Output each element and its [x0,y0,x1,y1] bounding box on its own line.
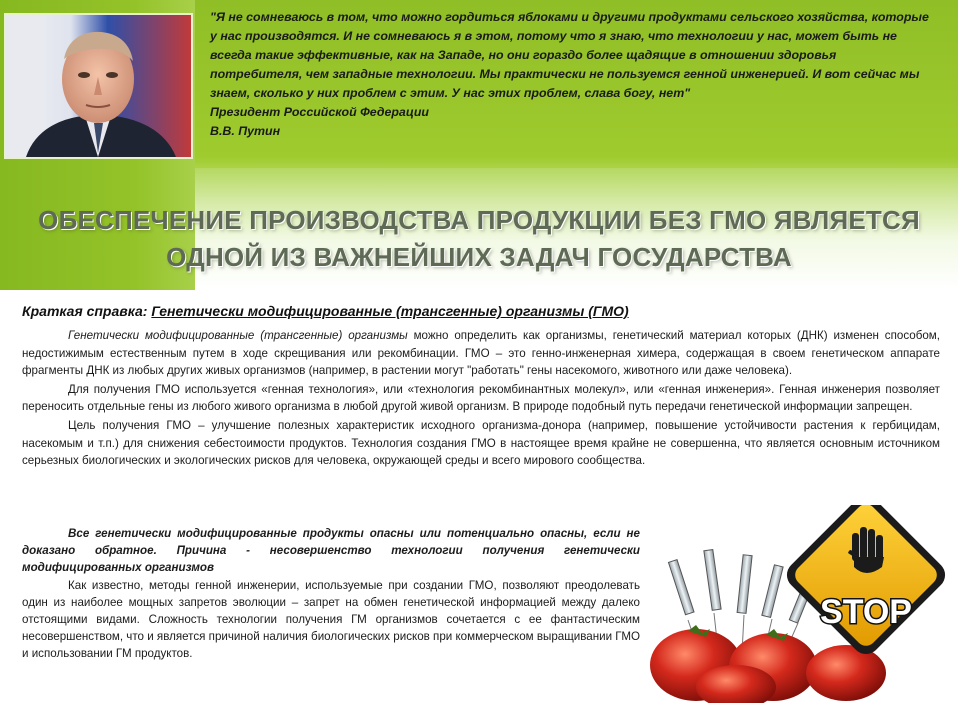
paragraph-risks: Как известно, методы генной инженерии, используемые при создании ГМО, позволяют преодолевать один из наиболее мощных запретов эволюции – запрет на обмен генетической информацией между далеко отстоящими видами. Сложность технологии получения ГМ организмов сочетается с ее фантастическим несовершенством, что и является причиной наличия биологических рисков при коммерческом выращивании ГМО и использовании ГМ продуктов. [22,578,640,661]
quote-text: "Я не сомневаюсь в том, что можно гордиться яблоками и другими продуктами сельского хозяйства, которые у нас производятся. И не сомневаюсь я в этом, потому что я знаю, что технологии у нас, может быть не всегда такие эффективные, как на Западе, но они гораздо более щадящие в отношении здоровья потребителя, чем западные технологии. Мы практически не пользуемся генной инженерией. И вот сейчас мы знаем, сколько у них проблем с этим. У нас этих проблем, слава богу, нет" [210,10,929,100]
lower-text [22,525,640,663]
reference-subject: Генетически модифицированные (трансгенные) организмы (ГМО) [151,303,629,319]
reference-label: Краткая справка: [22,303,148,319]
paragraph-technology: Для получения ГМО используется «генная технология», или «технология рекомбинантных молекул», или «генная инженерия». Генная инженерия позволяет переносить отдельные гены из любого живого организма в любой другой живой организм. В природе подобный путь передачи генетической информации запрещен. [22,382,940,414]
reference-heading [22,303,922,319]
quote-author-name: В.В. Путин [210,124,281,138]
paragraph-definition [22,327,940,380]
definition-rest: можно определить как организмы, генетический материал которых (ДНК) изменен способом, недостижимым естественным путем в ходе скрещивания или рекомбинации. ГМО – это генно-инженерная химера, содержащая в своем генетическом аппарате фрагменты ДНК из любых других живых организмов (например, в растении могут "работать" гены насекомого, животного или даже человека). [22,329,940,378]
stop-sign-icon [781,505,948,660]
president-quote [210,8,930,141]
term-gmo: Генетически модифицированные (трансгенные) организмы [68,329,408,342]
page-title [20,202,938,276]
paragraph-purpose: Цель получения ГМО – улучшение полезных характеристик исходного организма-донора (например, повышение устойчивости растения к гербицидам, насекомым и т.п.) для снижения себестоимости продуктов. Технология создания ГМО в настоящее время крайне не совершенна, что является основным источником серьезных биологических и экологических рисков для человека, окружающей среды и всего мирового сообщества. [22,418,940,468]
quote-author-title: Президент Российской Федерации [210,105,429,119]
tomatoes-syringes-stop [648,505,948,703]
warning-statement: Все генетически модифицированные продукты опасны или потенциально опасны, если не доказано обратное. Причина - несовершенство технологии получения генетически модифицированных организмов [22,527,640,575]
title-line-1: ОБЕСПЕЧЕНИЕ ПРОИЗВОДСТВА ПРОДУКЦИИ БЕЗ ГМО ЯВЛЯЕТСЯ [38,205,920,235]
portrait-illustration [6,15,191,157]
gmo-illustration [648,505,948,703]
president-portrait [6,15,191,157]
title-line-2: ОДНОЙ ИЗ ВАЖНЕЙШИХ ЗАДАЧ ГОСУДАРСТВА [166,242,792,272]
body-text [22,327,940,470]
stop-sign-text: STOP [820,593,912,631]
